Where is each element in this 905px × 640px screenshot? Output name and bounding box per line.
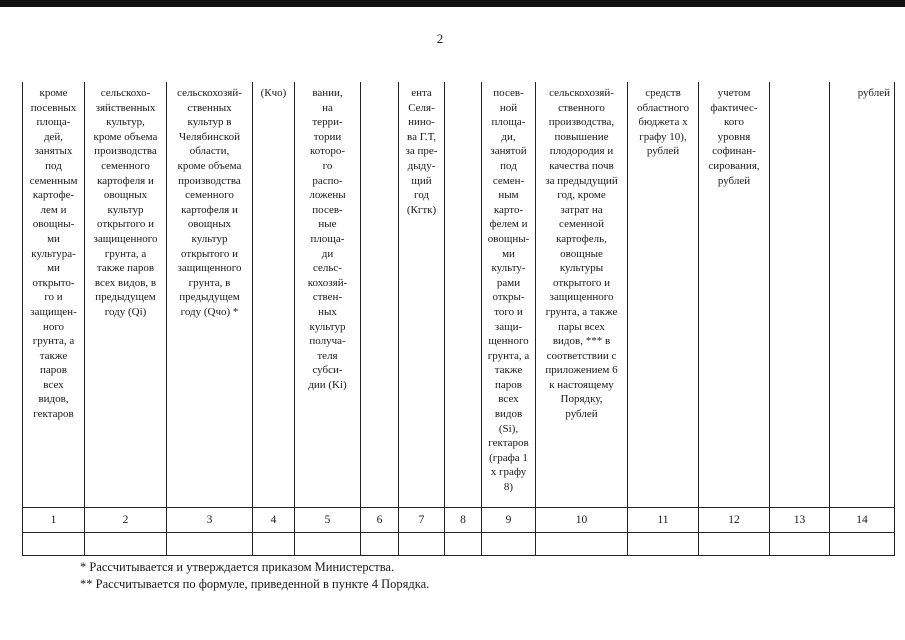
table-cell <box>536 533 628 556</box>
column-header: сельскохозяй- ственных культур в Челябинской области, кроме объема производства семенного картофеля и овощных культур открытого и защищенного грунта, в предыдущем году (Qчо) * <box>167 82 253 508</box>
table-cell <box>445 533 482 556</box>
column-number: 11 <box>628 508 699 533</box>
footnotes <box>80 559 429 593</box>
column-number: 6 <box>361 508 399 533</box>
column-number-row <box>23 508 895 533</box>
column-header: рублей <box>830 82 895 508</box>
column-number: 1 <box>23 508 85 533</box>
column-header: сельскохозяй- ственного производства, повышение плодородия и качества почв за предыдущий год, кроме затрат на семенной картофель, овощные культуры открытого и защищенного грунта, а также пары всех видов, *** в соответствии с приложением 6 к настоящему Порядку, рублей <box>536 82 628 508</box>
column-number: 3 <box>167 508 253 533</box>
table-cell <box>699 533 770 556</box>
column-number: 12 <box>699 508 770 533</box>
column-header: сельскохо- зяйственных культур, кроме объема производства семенного картофеля и овощных культур открытого и защищенного грунта, а также паров всех видов, в предыдущем году (Qi) <box>85 82 167 508</box>
empty-data-row <box>23 533 895 556</box>
table-cell <box>830 533 895 556</box>
column-number: 4 <box>253 508 295 533</box>
table-cell <box>167 533 253 556</box>
calculation-table <box>22 82 895 556</box>
footnote: * Рассчитывается и утверждается приказом Министерства. <box>80 560 395 574</box>
table-header-row <box>23 82 895 508</box>
column-header <box>361 82 399 508</box>
table-cell <box>361 533 399 556</box>
column-header: (Кчо) <box>253 82 295 508</box>
column-header <box>445 82 482 508</box>
page-number: 2 <box>436 31 444 46</box>
footnote: ** Рассчитывается по формуле, приведенной в пункте 4 Порядка. <box>80 577 430 591</box>
column-number: 10 <box>536 508 628 533</box>
column-header: средств областного бюджета х графу 10), рублей <box>628 82 699 508</box>
column-number: 7 <box>399 508 445 533</box>
column-header: вании, на терри- тории которо- го распо- ложены посев- ные площа- ди сельс- кохозяй- ствен- ных культур получа- теля субси- дии (Ki) <box>295 82 361 508</box>
column-number: 8 <box>445 508 482 533</box>
column-number: 2 <box>85 508 167 533</box>
column-number: 9 <box>482 508 536 533</box>
column-number: 5 <box>295 508 361 533</box>
column-header: ента Селя- нино- ва Г.Т, за пре- дыду- щий год (Кгтк) <box>399 82 445 508</box>
table-cell <box>399 533 445 556</box>
table-cell <box>253 533 295 556</box>
table-cell <box>23 533 85 556</box>
column-header: кроме посевных площа- дей, занятых под семенным картофе- лем и овощны- ми культура- ми открыто- го и защищен- ного грунта, а также паров всех видов, гектаров <box>23 82 85 508</box>
top-border-bar <box>0 0 905 7</box>
column-header: учетом фактичес- кого уровня софинан- сирования, рублей <box>699 82 770 508</box>
column-header <box>770 82 830 508</box>
table-cell <box>482 533 536 556</box>
table-cell <box>628 533 699 556</box>
column-number: 14 <box>830 508 895 533</box>
table-cell <box>295 533 361 556</box>
table-cell <box>85 533 167 556</box>
table-cell <box>770 533 830 556</box>
column-header: посев- ной площа- ди, занятой под семен- ным карто- фелем и овощны- ми культу- рами откры- того и защи- щенного грунта, а также паров всех видов (Si), гектаров (графа 1 х графу 8) <box>482 82 536 508</box>
column-number: 13 <box>770 508 830 533</box>
